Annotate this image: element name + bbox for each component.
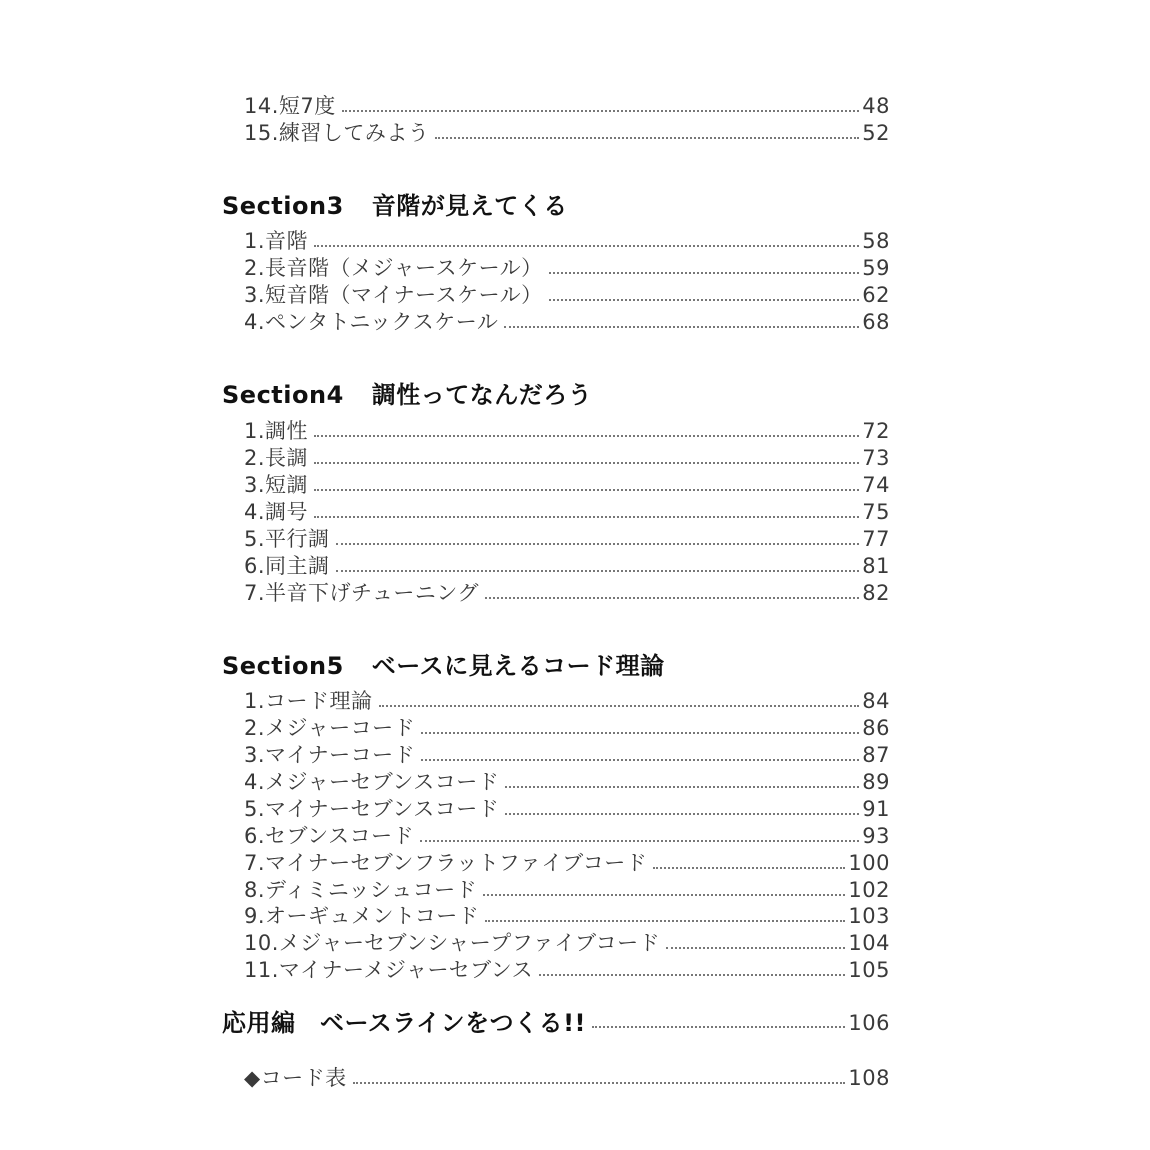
toc-entry[interactable]	[244, 742, 890, 769]
entry-page: 74	[862, 473, 890, 497]
entry-page: 87	[862, 743, 890, 767]
dot-leader	[539, 974, 845, 976]
dot-leader	[549, 299, 860, 301]
entry-page: 48	[862, 94, 890, 118]
section-heading	[222, 651, 665, 681]
dot-leader	[379, 705, 860, 707]
entry-label: 1.音階	[244, 229, 309, 253]
entry-page: 102	[848, 878, 890, 902]
dot-leader	[421, 732, 859, 734]
dot-leader	[314, 435, 859, 437]
entry-page: 106	[848, 1011, 890, 1035]
entry-page: 103	[848, 904, 890, 928]
dot-leader	[314, 462, 859, 464]
toc-entry[interactable]	[244, 445, 890, 472]
entry-page: 77	[862, 527, 890, 551]
entry-page: 105	[848, 958, 890, 982]
entry-label: 9.オーギュメントコード	[244, 904, 480, 928]
dot-leader	[336, 543, 860, 545]
entry-label: 2.長音階（メジャースケール）	[244, 256, 543, 280]
entry-page: 100	[848, 851, 890, 875]
dot-leader	[485, 597, 859, 599]
section-number: Section3	[222, 192, 344, 220]
section-title: 調性ってなんだろう	[371, 381, 593, 409]
dot-leader	[504, 326, 859, 328]
toc-entry[interactable]	[244, 930, 890, 957]
section-number: Section5	[222, 652, 344, 680]
entry-page: 75	[862, 500, 890, 524]
chord-table-entry[interactable]	[244, 1065, 890, 1092]
entry-page: 82	[862, 581, 890, 605]
entry-page: 52	[862, 121, 890, 145]
dot-leader	[336, 570, 860, 572]
dot-leader	[505, 786, 859, 788]
toc-entry[interactable]	[244, 580, 890, 607]
entry-page: 81	[862, 554, 890, 578]
entry-page: 86	[862, 716, 890, 740]
dot-leader	[420, 840, 859, 842]
entry-label: 3.短調	[244, 473, 309, 497]
entry-page: 91	[862, 797, 890, 821]
applied-section-entry[interactable]	[222, 1010, 890, 1037]
entry-page: 108	[848, 1066, 890, 1090]
dot-leader	[435, 137, 859, 139]
entry-label: 14.短7度	[244, 94, 336, 118]
dot-leader	[314, 516, 859, 518]
toc-entry[interactable]	[244, 120, 890, 147]
entry-label: 1.調性	[244, 419, 309, 443]
entry-label: 6.セブンスコード	[244, 824, 415, 848]
entry-label: 4.ペンタトニックスケール	[244, 310, 499, 334]
dot-leader	[314, 245, 859, 247]
toc-entry[interactable]	[244, 850, 890, 877]
section-heading	[222, 191, 568, 221]
entry-label: 3.マイナーコード	[244, 743, 416, 767]
entry-page: 73	[862, 446, 890, 470]
entry-label: 6.同主調	[244, 554, 330, 578]
entry-label: 2.メジャーコード	[244, 716, 416, 740]
toc-entry[interactable]	[244, 877, 890, 904]
toc-entry[interactable]	[244, 472, 890, 499]
entry-label: 11.マイナーメジャーセブンス	[244, 958, 534, 982]
section-number: Section4	[222, 381, 344, 409]
entry-label: 15.練習してみよう	[244, 121, 430, 145]
entry-label: 8.ディミニッシュコード	[244, 878, 478, 902]
entry-page: 104	[848, 931, 890, 955]
entry-label: 4.メジャーセブンスコード	[244, 770, 500, 794]
dot-leader	[549, 272, 860, 274]
entry-label: 2.長調	[244, 446, 309, 470]
dot-leader	[485, 920, 845, 922]
toc-entry[interactable]	[244, 957, 890, 984]
dot-leader	[592, 1026, 845, 1028]
entry-label: 1.コード理論	[244, 689, 373, 713]
entry-page: 68	[862, 310, 890, 334]
toc-entry[interactable]	[244, 688, 890, 715]
toc-entry[interactable]	[244, 499, 890, 526]
toc-entry[interactable]	[244, 418, 890, 445]
entry-page: 84	[862, 689, 890, 713]
toc-entry[interactable]	[244, 228, 890, 255]
toc-entry[interactable]	[244, 282, 890, 309]
entry-page: 59	[862, 256, 890, 280]
toc-entry[interactable]	[244, 823, 890, 850]
dot-leader	[483, 894, 845, 896]
entry-page: 93	[862, 824, 890, 848]
toc-entry[interactable]	[244, 255, 890, 282]
entry-page: 72	[862, 419, 890, 443]
section-title: ベースに見えるコード理論	[371, 652, 665, 680]
applied-section-title: 応用編 ベースラインをつくる!!	[222, 1009, 586, 1037]
entry-page: 89	[862, 770, 890, 794]
entry-page: 58	[862, 229, 890, 253]
dot-leader	[666, 947, 845, 949]
entry-label: 5.マイナーセブンスコード	[244, 797, 500, 821]
toc-entry[interactable]	[244, 903, 890, 930]
dot-leader	[342, 110, 860, 112]
section-title: 音階が見えてくる	[371, 192, 568, 220]
toc-entry[interactable]	[244, 715, 890, 742]
entry-label: 7.マイナーセブンフラットファイブコード	[244, 851, 648, 875]
dot-leader	[421, 759, 859, 761]
toc-entry[interactable]	[244, 93, 890, 120]
toc-entry[interactable]	[244, 769, 890, 796]
dot-leader	[653, 867, 845, 869]
dot-leader	[505, 813, 859, 815]
entry-label: 3.短音階（マイナースケール）	[244, 283, 543, 307]
entry-label: 10.メジャーセブンシャープファイブコード	[244, 931, 661, 955]
entry-label: ◆コード表	[244, 1066, 347, 1090]
toc-entry[interactable]	[244, 796, 890, 823]
entry-label: 5.平行調	[244, 527, 330, 551]
toc-entry[interactable]	[244, 553, 890, 580]
entry-label: 4.調号	[244, 500, 309, 524]
section-heading	[222, 380, 592, 410]
entry-page: 62	[862, 283, 890, 307]
entry-label: 7.半音下げチューニング	[244, 581, 479, 605]
dot-leader	[314, 489, 859, 491]
dot-leader	[353, 1082, 846, 1084]
toc-entry[interactable]	[244, 526, 890, 553]
toc-entry[interactable]	[244, 309, 890, 336]
